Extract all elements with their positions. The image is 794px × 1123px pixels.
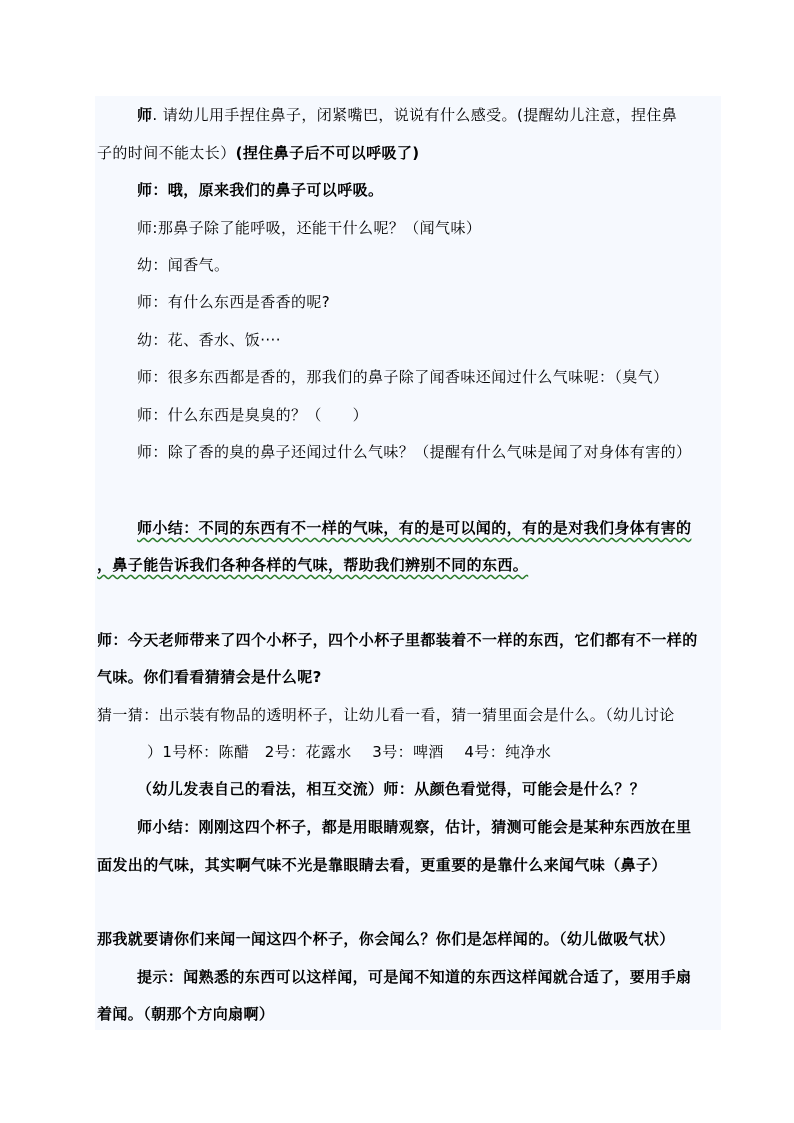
paragraph-line: 幼：闻香气。 xyxy=(137,256,230,274)
paragraph-line: 幼：花、香水、饭···· xyxy=(137,331,281,349)
line-text-bold: (捏住鼻子后不可以呼吸了) xyxy=(235,144,420,162)
paragraph-line: （幼儿发表自己的看法，相互交流）师：从颜色看觉得，可能会是什么？？ xyxy=(137,780,646,798)
paragraph-line: 面发出的气味，其实啊气味不光是靠眼睛去看，更重要的是靠什么来闻气味（鼻子） xyxy=(97,856,667,874)
line-text: . 请幼儿用手捏住鼻子，闭紧嘴巴，说说有什么感受。(提醒幼儿注意，捏住鼻 xyxy=(152,106,678,124)
paragraph-line: 师：除了香的臭的鼻子还闻过什么气味？（提醒有什么气味是闻了对身体有害的） xyxy=(137,443,692,461)
paragraph-line: 师：哦，原来我们的鼻子可以呼吸。 xyxy=(137,181,384,199)
paragraph-line: ）1号杯：陈醋 2号：花露水 3号：啤酒 4号：纯净水 xyxy=(147,743,552,761)
paragraph-line: 师：今天老师带来了四个小杯子，四个小杯子里都装着不一样的东西，它们都有不一样的 xyxy=(97,631,698,649)
paragraph-line: 师：很多东西都是香的，那我们的鼻子除了闻香味还闻过什么气味呢：（臭气） xyxy=(137,368,669,386)
summary-line: 师小结：不同的东西有不一样的气味，有的是可以闻的，有的是对我们身体有害的 xyxy=(137,519,692,537)
paragraph-line: 师小结：刚刚这四个杯子，都是用眼睛观察，估计，猜测可能会是某种东西放在里 xyxy=(137,818,692,836)
paragraph-line xyxy=(97,143,420,163)
paragraph-line: 师：什么东西是臭臭的？（ ） xyxy=(137,406,369,424)
paragraph-line: 那我就要请你们来闻一闻这四个杯子，你会闻么？你们是怎样闻的。（幼儿做吸气状） xyxy=(97,930,675,948)
paragraph-line: 气味。你们看看猜猜会是什么呢? xyxy=(97,668,322,686)
paragraph-line xyxy=(137,105,677,125)
paragraph-line: 提示：闻熟悉的东西可以这样闻，可是闻不知道的东西这样闻就合适了，要用手扇 xyxy=(137,968,692,986)
paragraph-line: 师：有什么东西是香香的呢? xyxy=(137,293,331,311)
teacher-label: 师 xyxy=(137,106,153,124)
paragraph-line: 着闻。（朝那个方向扇啊） xyxy=(97,1005,275,1023)
paragraph-line: 猜一猜：出示装有物品的透明杯子，让幼儿看一看，猜一猜里面会是什么。（幼儿讨论 xyxy=(97,706,675,724)
paragraph-line: 师:那鼻子除了能呼吸，还能干什么呢？（闻气味） xyxy=(137,219,482,237)
line-text: 子的时间不能太长） xyxy=(97,144,236,162)
summary-line: ，鼻子能告诉我们各种各样的气味，帮助我们辨别不同的东西。 xyxy=(97,556,529,574)
